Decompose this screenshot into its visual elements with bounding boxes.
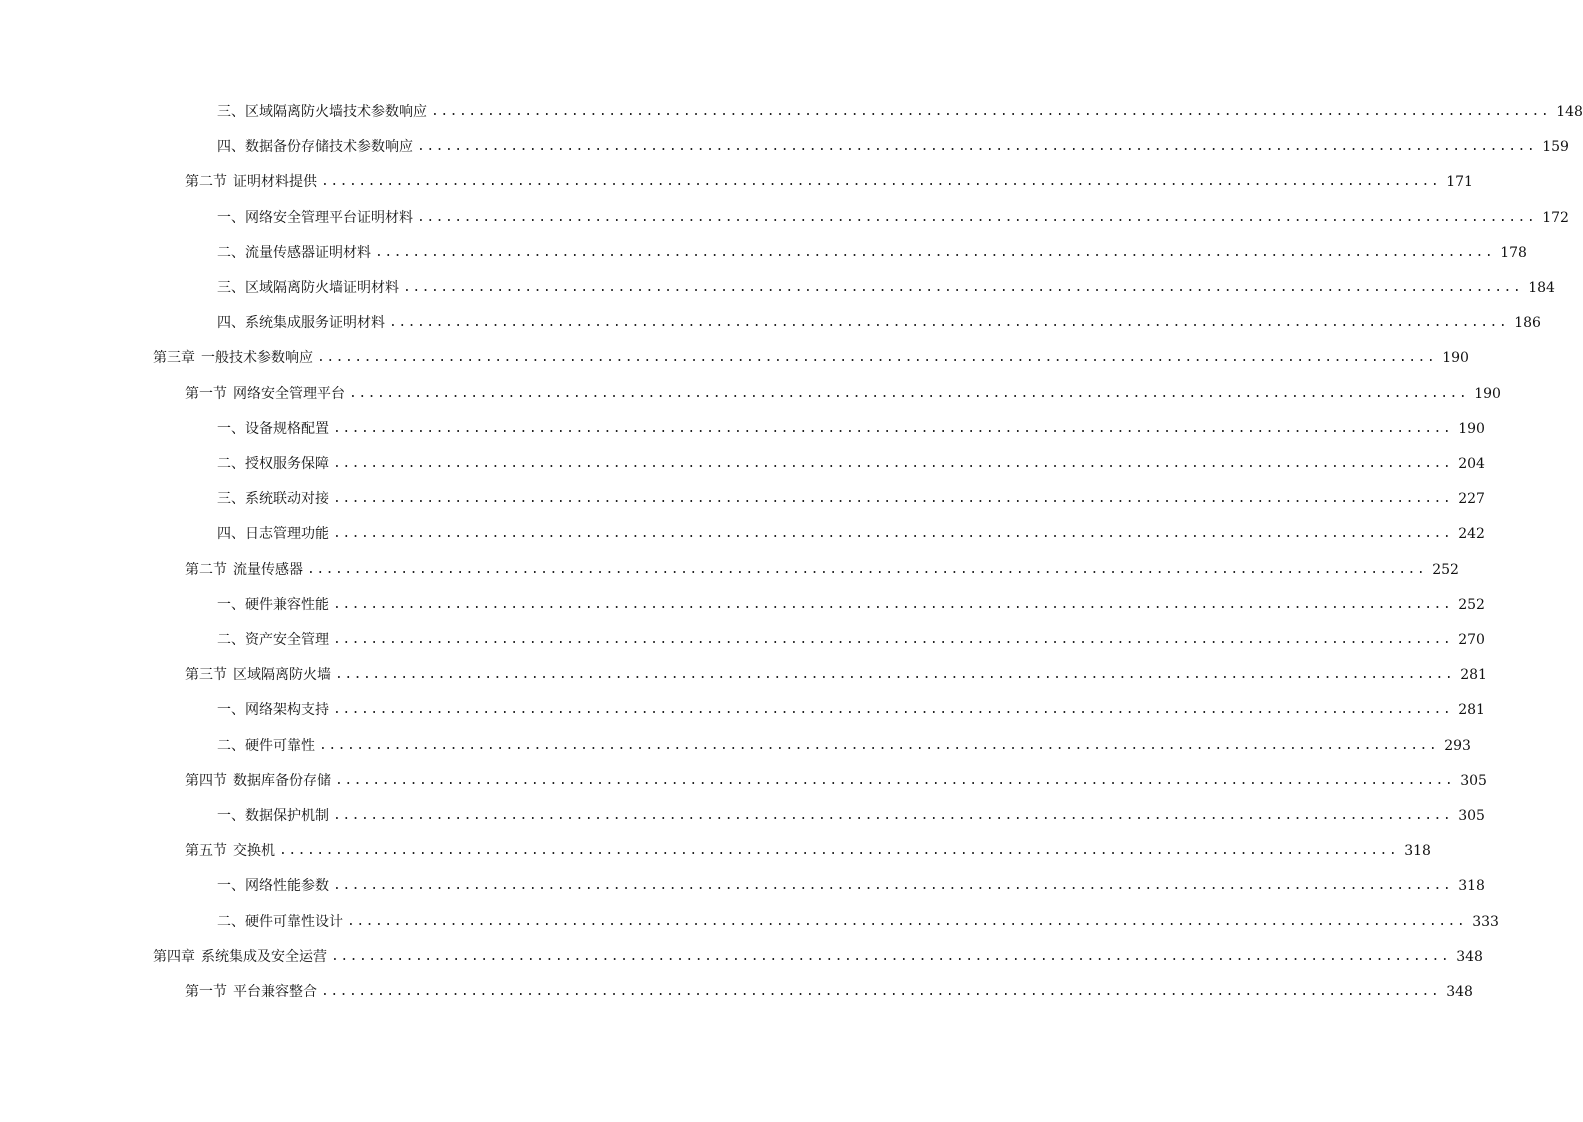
toc-entry-number: 三、 <box>217 491 245 508</box>
toc-entry-page: 348 <box>1456 948 1483 965</box>
toc-entry-number: 第一节 <box>185 984 227 1000</box>
toc-entry-number: 三、 <box>217 280 245 296</box>
toc-entry-page: 252 <box>1458 596 1485 613</box>
toc-entry-title: 资产安全管理 <box>245 632 329 648</box>
toc-entry[interactable] <box>217 133 1569 161</box>
dot-leader: ........................................................................................................................ <box>389 315 1509 331</box>
toc-entry-number: 二、 <box>217 632 245 648</box>
toc-entry-page: 148 <box>1556 104 1583 120</box>
toc-entry-number: 第四节 <box>185 772 227 789</box>
toc-entry[interactable] <box>217 204 1569 232</box>
toc-entry[interactable] <box>217 520 1485 548</box>
dot-leader: ........................................................................................................................ <box>335 772 1455 788</box>
toc-entry-title: 网络架构支持 <box>245 702 329 719</box>
toc-entry-title: 平台兼容整合 <box>233 984 317 1000</box>
toc-entry-page: 178 <box>1500 244 1527 261</box>
toc-entry[interactable] <box>185 767 1487 795</box>
dot-leader: ........................................................................................................................ <box>347 913 1467 929</box>
toc-entry-number: 一、 <box>217 808 245 824</box>
toc-entry-number: 二、 <box>217 913 245 930</box>
toc-entry[interactable] <box>217 274 1555 302</box>
toc-entry-page: 227 <box>1458 491 1485 508</box>
dot-leader: ........................................................................................................................ <box>333 526 1453 542</box>
dot-leader: ........................................................................................................................ <box>321 984 1441 999</box>
toc-entry-title: 硬件可靠性设计 <box>245 913 343 930</box>
toc-entry[interactable] <box>217 908 1499 936</box>
toc-entry-page: 184 <box>1528 280 1555 296</box>
toc-entry-page: 186 <box>1514 315 1541 332</box>
toc-entry-number: 第三节 <box>185 667 227 684</box>
toc-entry-title: 系统集成服务证明材料 <box>245 315 385 332</box>
toc-entry-title: 流量传感器证明材料 <box>245 244 371 261</box>
toc-entry-number: 二、 <box>217 244 245 261</box>
dot-leader: ........................................................................................................................ <box>417 139 1537 155</box>
dot-leader: ........................................................................................................................ <box>333 456 1453 471</box>
toc-entry[interactable] <box>185 661 1487 689</box>
toc-entry[interactable] <box>217 732 1471 760</box>
toc-entry-number: 一、 <box>217 420 245 437</box>
dot-leader: ........................................................................................................................ <box>333 702 1453 718</box>
toc-entry-title: 系统联动对接 <box>245 491 329 508</box>
toc-entry-number: 第五节 <box>185 843 227 860</box>
dot-leader: ........................................................................................................................ <box>417 209 1537 225</box>
toc-entry-number: 二、 <box>217 456 245 472</box>
toc-entry-title: 区域隔离防火墙 <box>233 667 331 684</box>
toc-entry-title: 网络安全管理平台 <box>233 385 345 402</box>
toc-entry-page: 281 <box>1460 667 1487 684</box>
toc-entry-page: 242 <box>1458 526 1485 543</box>
toc-entry-number: 四、 <box>217 315 245 332</box>
toc-entry[interactable] <box>185 556 1459 584</box>
toc-entry[interactable] <box>185 837 1431 865</box>
dot-leader: ........................................................................................................................ <box>331 948 1451 964</box>
toc-entry-title: 区域隔离防火墙技术参数响应 <box>245 104 427 120</box>
toc-entry-title: 硬件可靠性 <box>245 737 315 754</box>
dot-leader: ........................................................................................................................ <box>375 244 1495 260</box>
toc-entry[interactable] <box>217 591 1485 619</box>
toc-entry-number: 第一节 <box>185 385 227 402</box>
dot-leader: ........................................................................................................................ <box>431 104 1551 119</box>
toc-entry-number: 四、 <box>217 139 245 156</box>
toc-entry-page: 190 <box>1474 385 1501 402</box>
toc-entry-page: 252 <box>1432 561 1459 578</box>
toc-entry-page: 318 <box>1458 878 1485 895</box>
toc-entry[interactable] <box>217 485 1485 513</box>
dot-leader: ........................................................................................................................ <box>333 491 1453 507</box>
toc-entry[interactable] <box>185 168 1473 196</box>
dot-leader: ........................................................................................................................ <box>317 350 1437 366</box>
toc-entry-number: 一、 <box>217 209 245 226</box>
toc-entry-number: 三、 <box>217 104 245 120</box>
toc-entry-number: 一、 <box>217 702 245 719</box>
dot-leader: ........................................................................................................................ <box>307 561 1427 577</box>
toc-entry-number: 二、 <box>217 737 245 754</box>
toc-entry[interactable] <box>217 802 1485 830</box>
toc-entry-title: 硬件兼容性能 <box>245 596 329 613</box>
toc-entry-page: 159 <box>1542 139 1569 156</box>
toc-entry-title: 区域隔离防火墙证明材料 <box>245 280 399 296</box>
toc-entry-title: 网络安全管理平台证明材料 <box>245 209 413 226</box>
toc-entry-page: 333 <box>1472 913 1499 930</box>
toc-entry-page: 172 <box>1542 209 1569 226</box>
toc-entry-title: 数据备份存储技术参数响应 <box>245 139 413 156</box>
toc-entry-page: 204 <box>1458 456 1485 472</box>
toc-entry-title: 系统集成及安全运营 <box>201 948 327 965</box>
toc-entry[interactable] <box>217 450 1485 478</box>
toc-entry[interactable] <box>185 978 1473 1006</box>
toc-entry[interactable] <box>153 344 1469 372</box>
toc-entry[interactable] <box>185 380 1501 408</box>
toc-entry-title: 授权服务保障 <box>245 456 329 472</box>
dot-leader: ........................................................................................................................ <box>333 878 1453 894</box>
toc-entry-title: 交换机 <box>233 843 275 860</box>
dot-leader: ........................................................................................................................ <box>333 420 1453 436</box>
toc-entry-title: 流量传感器 <box>233 561 303 578</box>
toc-entry[interactable] <box>217 696 1485 724</box>
toc-entry-title: 一般技术参数响应 <box>201 350 313 367</box>
dot-leader: ........................................................................................................................ <box>333 596 1453 612</box>
dot-leader: ........................................................................................................................ <box>321 174 1441 190</box>
toc-entry-page: 270 <box>1458 632 1485 648</box>
toc-entry[interactable] <box>217 309 1541 337</box>
toc-entry[interactable] <box>217 415 1485 443</box>
toc-entry-page: 305 <box>1460 772 1487 789</box>
toc-entry-page: 281 <box>1458 702 1485 719</box>
dot-leader: ........................................................................................................................ <box>319 737 1439 753</box>
toc-entry-page: 348 <box>1446 984 1473 1000</box>
toc-entry-number: 一、 <box>217 878 245 895</box>
toc-entry-number: 第二节 <box>185 174 227 191</box>
dot-leader: ........................................................................................................................ <box>403 280 1523 295</box>
toc-entry[interactable] <box>217 872 1485 900</box>
toc-entry-page: 293 <box>1444 737 1471 754</box>
dot-leader: ........................................................................................................................ <box>333 808 1453 823</box>
dot-leader: ........................................................................................................................ <box>335 667 1455 683</box>
toc-entry-page: 318 <box>1404 843 1431 860</box>
toc-entry-title: 日志管理功能 <box>245 526 329 543</box>
toc-entry-page: 305 <box>1458 808 1485 824</box>
toc-entry-page: 190 <box>1458 420 1485 437</box>
toc-entry[interactable] <box>217 626 1485 654</box>
toc-entry[interactable] <box>153 943 1483 971</box>
toc-entry-number: 第四章 <box>153 948 195 965</box>
dot-leader: ........................................................................................................................ <box>333 632 1453 647</box>
toc-entry[interactable] <box>217 239 1527 267</box>
dot-leader: ........................................................................................................................ <box>279 843 1399 859</box>
toc-entry-number: 一、 <box>217 596 245 613</box>
toc-entry-title: 设备规格配置 <box>245 420 329 437</box>
dot-leader: ........................................................................................................................ <box>349 385 1469 401</box>
toc-entry-number: 第二节 <box>185 561 227 578</box>
toc-entry-page: 190 <box>1442 350 1469 367</box>
toc-entry[interactable] <box>217 98 1583 126</box>
toc-entry-page: 171 <box>1446 174 1473 191</box>
toc-entry-title: 数据保护机制 <box>245 808 329 824</box>
toc-entry-number: 第三章 <box>153 350 195 367</box>
toc-entry-number: 四、 <box>217 526 245 543</box>
toc-entry-title: 网络性能参数 <box>245 878 329 895</box>
toc-entry-title: 数据库备份存储 <box>233 772 331 789</box>
toc-entry-title: 证明材料提供 <box>233 174 317 191</box>
